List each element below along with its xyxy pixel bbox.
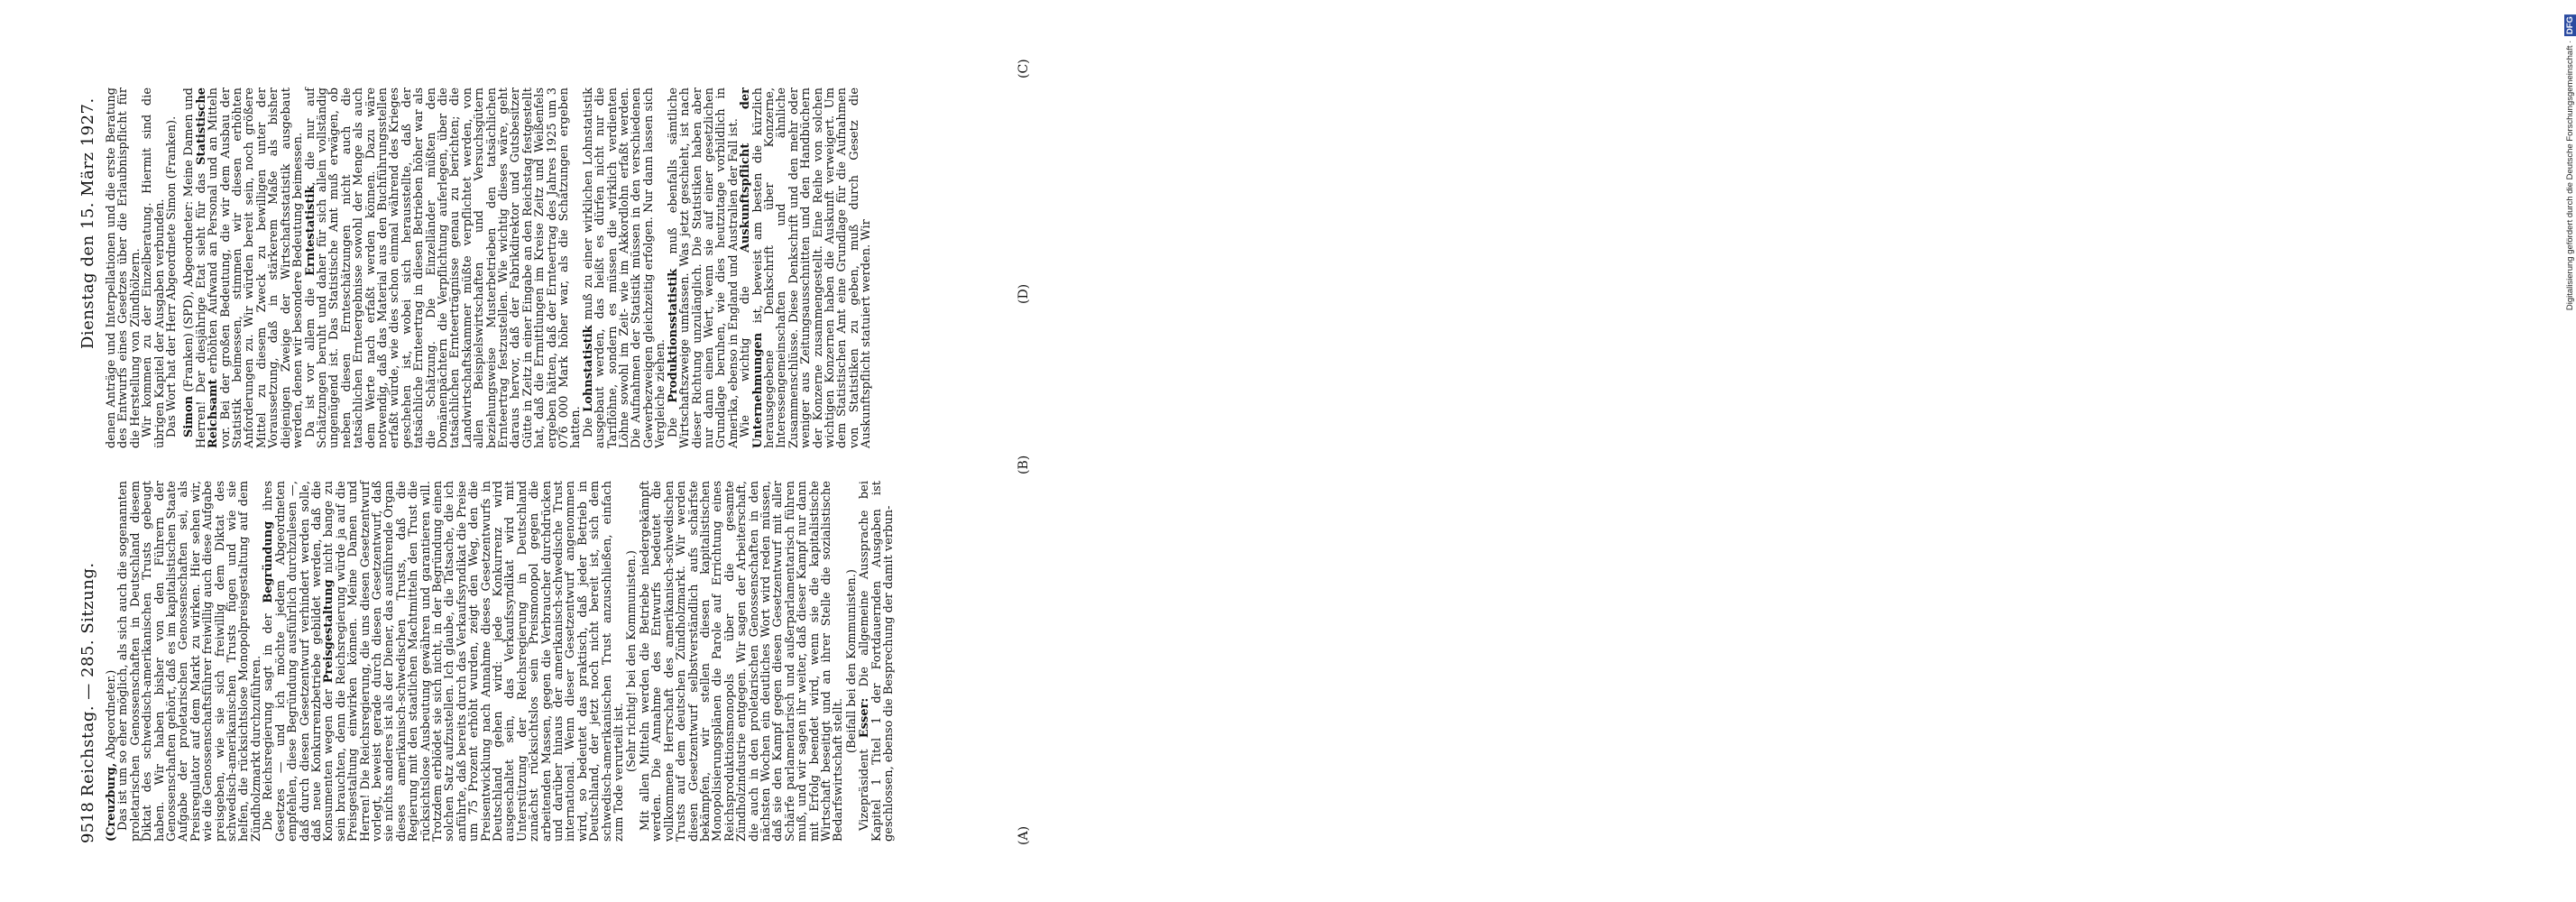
margin-marker-d: (D): [1017, 283, 1031, 304]
paragraph: Vizepräsident Esser: Die allgemeine Aussprache bei Kapitel 1 Titel 1 der Fortdauernden Ausgaben ist geschlossen, ebenso die Besprechung der damit verbun-: [858, 481, 896, 842]
speaker-continuation: (Creuzburg, Abgeordneter.): [105, 669, 118, 842]
margin-marker-a: (A): [1017, 825, 1031, 845]
right-column: [106, 87, 1044, 448]
paragraph: Das ist um so eher möglich, als sich auch die sogenannten proletarischen Genossenschaften in Deutschland diesem Diktat des schwedisch-amerikanischen Trusts gebeugt haben. Wir haben bisher von den Führern der Genossenschaften gehört, daß es im kapitalistischen Staate Aufgabe der proletarischen Genossenschaften sei, als Preisregulator auf dem Markt zu wirken. Hier sehen wir, wie die Genossenschaftsführer freiwillig auch diese Aufgabe preisgeben, wie sie sich freiwillig dem Diktat des schwedisch-amerikanischen Trusts fügen und wie sie helfen, die rücksichtslose Monopolpreisgestaltung auf dem Zündholzmarkt durchzuführen.: [116, 481, 263, 842]
left-column: [106, 481, 1044, 842]
digitization-attribution: Digitalisierung gefördert durch die Deutsche Forschungsgemeinschaft · DFG: [2565, 16, 2575, 311]
paragraph: Die Lohnstatistik muß zu einer wirklichen Lohnstatistik ausgebaut werden, das heißt es dürfen nicht nur die Tariflöhne, sondern es müssen die wirklich verdienten Löhne sowohl im Zeit- wie im Akkordlohn erfaßt werden. Die Aufnahmen der Statistik müssen in den verschiedenen Gewerbezweigen gleichzeitig erfolgen. Nur dann lassen sich Vergleiche ziehen.: [581, 87, 668, 448]
paragraph: Wir kommen zu der Einzelberatung. Hiermit sind die übrigen Kapitel der Ausgaben verbunden.: [141, 87, 167, 448]
header-right-title: Dienstag den 15. März 1927.: [78, 97, 97, 349]
dfg-logo: DFG: [2565, 16, 2575, 35]
paragraph: Da ist vor allem die Erntestatistik, die nur auf Schätzungen beruht und daher für sich allein vollständig ungenügend ist. Das Statistische Amt muß erwägen, ob neben diesen Ernteschätzungen nicht auch die tatsächlichen Ernteergebnisse sowohl der Menge als auch dem Werte nach erfaßt werden können. Dazu wäre notwendig, daß das Material aus den Buchführungsstellen erfaßt würde, wie dies schon einmal während des Krieges geschehen ist, wobei sich herausstellte, daß der tatsächliche Ernteertrag in diesen Betrieben höher war als die Schätzung. Die Einzelländer müßten den Domänenpächtern die Verpflichtung auferlegen, über die tatsächlichen Ernteerträgnisse genau zu berichten; die Landwirtschaftskammer müßte verpflichtet werden, von allen Beispielswirtschaften und Versuchsgütern beziehungsweise Musterbetrieben den tatsächlichen Ernteertrag festzustellen. Wie wichtig dieses wäre, geht daraus hervor, daß der Fabrikdirektor und Gutsbesitzer Gütte in Zeitz in einer Eingabe an den Reichstag festgestellt hat, daß die Ermittlungen im Kreise Zeitz und Weißenfels ergeben hätten, daß der Ernteertrag des Jahres 1925 um 3 076 000 Mark höher war, als die Schätzungen ergeben hatten.: [303, 87, 584, 448]
paragraph: Die Produktionsstatistik muß ebenfalls sämtliche Wirtschaftszweige umfassen. Was jetzt geschieht, ist nach dieser Richtung unzulänglich. Die Statistiken haben aber nur dann einen Wert, wenn sie auf einer gesetzlichen Grundlage beruhen, wie dies heutzutage vorbildlich in Amerika, ebenso in England und Australien der Fall ist.: [666, 87, 741, 448]
paragraph: Das Wort hat der Herr Abgeordnete Simon (Franken).: [165, 115, 179, 437]
page-header: [77, 59, 100, 843]
paragraph: denen Anträge und Interpellationen und die erste Beratung des Entwurfs eines Gesetzes über die Erlaubnispflicht für die Herstellung von Zündhölzern.: [105, 87, 143, 448]
interjection: (Sehr richtig! bei den Kommunisten.): [625, 550, 639, 772]
header-left-title: Reichstag. — 285. Sitzung.: [78, 562, 97, 796]
margin-marker-b: (B): [1017, 455, 1031, 474]
attribution-strip: [1279, 5, 2575, 637]
rotated-page: [77, 59, 1046, 843]
page-number: 9518: [78, 802, 97, 843]
interjection: (Beifall bei den Kommunisten.): [844, 569, 859, 754]
paragraph: Mit allen Mitteln werden die Betriebe niedergekämpft werden. Die Annahme des Entwurfs bedeutet die vollkommene Herrschaft des amerikanisch-schwedischen Trusts auf dem deutschen Zündholzmarkt. Wir werden diesen Gesetzentwurf selbstverständlich aufs schärfste bekämpfen, wir stellen diesen kapitalistischen Monopolisierungsplänen die Parole auf Errichtung eines Reichsproduktionsmonopols über die gesamte Zündholzindustrie entgegen. Wir sagen der Arbeiterschaft, die auch in den proletarischen Genossenschaften in den nächsten Wochen ein deutliches Wort wird reden müssen, daß sie den Kampf gegen diesen Gesetzentwurf mit aller Schärfe parlamentarisch und außerparlamentarisch führen muß, und wir sagen ihr weiter, daß dieser Kampf nur dann mit Erfolg beendet wird, wenn sie die kapitalistische Wirtschaft beseitigt und an ihrer Stelle die sozialistische Bedarfswirtschaft stellt.: [638, 481, 846, 842]
paragraph: Simon (Franken) (SPD), Abgeordneter: Meine Damen und Herren! Der diesjährige Etat sieht für das Statistische Reichsamt erhöhten Aufwand an Personal und an Mitteln vor. Bei der großen Bedeutung, die wir dem Ausbau der Statistik beimessen, stimmen wir diesen erhöhten Anforderungen zu. Wir würden bereit sein, noch größere Mittel zu diesem Zweck zu bewilligen unter der Voraussetzung, daß in stärkerem Maße als bisher diejenigen Zweige der Wirtschaftsstatistik ausgebaut werden, denen wir besondere Bedeutung beimessen.: [182, 87, 306, 448]
paragraph: Die Reichsregierung sagt in der Begründung ihres Gesetzes — und ich möchte jedem Abgeordneten empfehlen, diese Begründung ausführlich durchzulesen —, daß durch diesen Gesetzentwurf verhindert werden solle, daß neue Konkurrenzbetriebe gebildet werden, daß die Konsumenten wegen der Preisgestaltung nicht bange zu sein brauchten, denn die Reichsregierung würde ja auf die Preisgestaltung einwirken können. Meine Damen und Herren! Die Reichsregierung, die uns diesen Gesetzentwurf vorlegt, beweist gerade durch diesen Gesetzentwurf, daß sie nichts anderes ist als der Diener, das ausführende Organ dieses amerikanisch-schwedischen Trusts, daß die Regierung mit den staatlichen Machtmitteln den Trust die rücksichtslose Ausbeutung gewähren und garantieren will. Trotzdem erblödet sie sich nicht, in der Begründung einen solchen Satz aufzustellen. Ich glaube, die Tatsache, die ich anführte, daß bereits durch das Verkaufssyndikat die Preise um 75 Prozent erhöht wurden, zeigt den Weg, den die Preisentwicklung nach Annahme dieses Gesetzentwurfs in Deutschland gehen wird: jede Konkurrenz wird ausgeschaltet sein, das Verkaufssyndikat wird mit Unterstützung der Reichsregierung in Deutschland zunächst rücksichtslos sein Preismonopol gegen die arbeitenden Massen, gegen die Verbraucher durchdrücken und darüber hinaus der amerikanisch-schwedische Trust international. Wenn dieser Gesetzentwurf angenommen wird, so bedeutet das praktisch, daß jeder Betrieb in Deutschland, der jetzt noch nicht bereit ist, sich dem schwedisch-amerikanischen Trust anzuschließen, einfach zum Tode verurteilt ist.: [262, 480, 627, 842]
margin-marker-c: (C): [1017, 59, 1031, 78]
paragraph: Wie wichtig die Auskunftspflicht der Unternehmungen ist, beweist am besten die kürzlich herausgegebene Denkschrift über Konzerne, Interessengemeinschaften und ähnliche Zusammenschlüsse. Diese Denkschrift und den mehr oder weniger aus Zeitungsausschnitten und den Handbüchern der Konzerne zusammengestellt. Eine Reihe von solchen wichtigen Konzernen haben die Auskunft verweigert. Um dem Statistischen Amt eine Grundlage für die Aufnahmen von Statistiken zu geben, muß durch Gesetz die Auskunftspflicht statuiert werden. Wir: [739, 87, 874, 448]
